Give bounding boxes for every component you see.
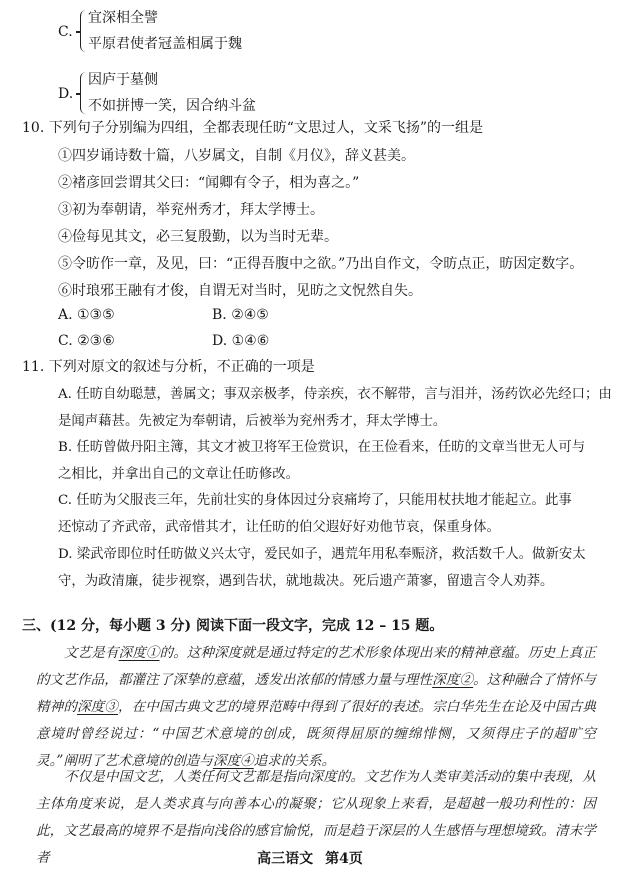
option-d-brace-tip <box>76 93 81 95</box>
q10-item: ①四岁诵诗数十篇，八岁属文，自制《月仪》，辞义甚美。 <box>58 148 415 164</box>
passage-paragraph-1 <box>36 640 596 775</box>
q10-choice-c: C. ②③⑥ <box>58 333 115 349</box>
q10-item: ⑤令昉作一章，及见，曰：“正得吾腹中之欲。”乃出自作文，令昉点正，昉因定数字。 <box>58 256 584 272</box>
q10-choice-d: D. ①④⑥ <box>212 333 270 349</box>
option-c-brace-tip <box>76 31 81 33</box>
passage-text: 不仅是中国文艺，人类任何文艺都是指向深度的。文艺作为人类审美活动的集中表现，从主体角度来说，是人类求真与向善本心的凝聚；它从现象上来看，是超越一般功利性的：因此，文艺最高的境界不是指向浅俗的感官愉悦，而是趋于深层的人生感悟与理想境致。清末学者 <box>36 769 596 866</box>
q10-item: ②褚彦回尝谓其父曰：“闻卿有令子，相为喜之。” <box>58 175 360 191</box>
q10-choice-a: A. ①③⑤ <box>58 307 115 323</box>
q11-option-c-cont: 还惊动了齐武帝，武帝惜其才，让任昉的伯父遐好好劝他节哀，保重身体。 <box>58 520 500 535</box>
footer-page-number: 第4页 <box>325 851 363 867</box>
passage-text: 的。这种深度就是通过特定的艺术形象体现出来的精神意蕴。历史上真正的文艺作品，都灌注了深挚的意蕴，透发出浓郁的情感力量与理性 <box>36 645 597 688</box>
option-c-line2: 平原君使者冠盖相属于魏 <box>88 36 242 52</box>
option-d-line2: 不如拼博一笑，因合纳斗盆 <box>88 98 256 114</box>
section3-heading: 三、(12 分，每小题 3 分) 阅读下面一段文字，完成 12 – 15 题。 <box>22 618 444 634</box>
q11-stem: 11. 下列对原文的叙述与分析，不正确的一项是 <box>22 359 315 375</box>
passage-text: ，在中国古典文艺的境界范畴中得到了很好的表述。宗白华先生在论及中国古典意境时曾经说过：“中国艺术意境的创成，既须得屈原的缠绵悱恻，又须得庄子的超旷空灵。”阐明了艺术意境的创造与 <box>36 699 597 769</box>
q10-item: ⑥时琅邪王融有才俊，自谓无对当时，见昉之文怳然自失。 <box>58 283 422 299</box>
q11-option-d: D. 梁武帝即位时任昉做义兴太守，爱民如子，遇荒年用私奉赈济，救活数千人。做新安太 <box>58 547 586 562</box>
q11-option-c: C. 任昉为父服丧三年，先前壮实的身体因过分哀痛垮了，只能用杖扶地才能起立。此事 <box>58 493 572 508</box>
marked-term-4: 深度④ <box>212 753 254 769</box>
marked-term-2: 深度② <box>432 672 474 688</box>
q11-option-d-cont: 守，为政清廉，徒步视察，遇到告状，就地裁决。死后遗产萧寥，留遗言令人劝莽。 <box>58 574 554 589</box>
option-d-line1: 因庐于墓侧 <box>88 72 158 88</box>
passage-text: 文艺是有 <box>64 645 119 661</box>
option-c-line1: 宜深相全譬 <box>88 10 158 26</box>
option-c-letter: C. <box>58 24 73 40</box>
q10-item: ④俭每见其文，必三复殷勤，以为当时无辈。 <box>58 229 338 245</box>
q11-option-a-cont: 是闻声藉甚。先被定为奉朝请，后被举为兖州秀才，拜太学博士。 <box>58 414 447 429</box>
q11-option-a: A. 任昉自幼聪慧，善属文；事双亲极孝，侍亲疾，衣不解带，言与泪并，汤药饮必先经口；由 <box>58 387 612 402</box>
passage-text: 。这种融合了情怀与精神的 <box>36 672 597 715</box>
marked-term-3: 深度③ <box>76 699 118 715</box>
q10-choice-b: B. ②④⑤ <box>212 307 269 323</box>
option-d-letter: D. <box>58 86 74 102</box>
q10-item: ③初为奉朝请，举兖州秀才，拜太学博士。 <box>58 202 324 218</box>
passage-text: 追求的关系。 <box>253 753 336 769</box>
page-footer <box>0 848 620 868</box>
q11-option-b: B. 任昉曾做丹阳主簿，其文才被卫将军王俭赏识，在王俭看来，任昉的文章当世无人可与 <box>58 440 586 455</box>
q10-stem: 10. 下列句子分别编为四组，全都表现任昉“文思过人，文采飞扬”的一组是 <box>22 120 484 136</box>
footer-subject: 高三语文 <box>257 851 314 867</box>
q11-option-b-cont: 之相比，并拿出自己的文章让任昉修改。 <box>58 467 300 482</box>
marked-term-1: 深度① <box>118 645 160 661</box>
